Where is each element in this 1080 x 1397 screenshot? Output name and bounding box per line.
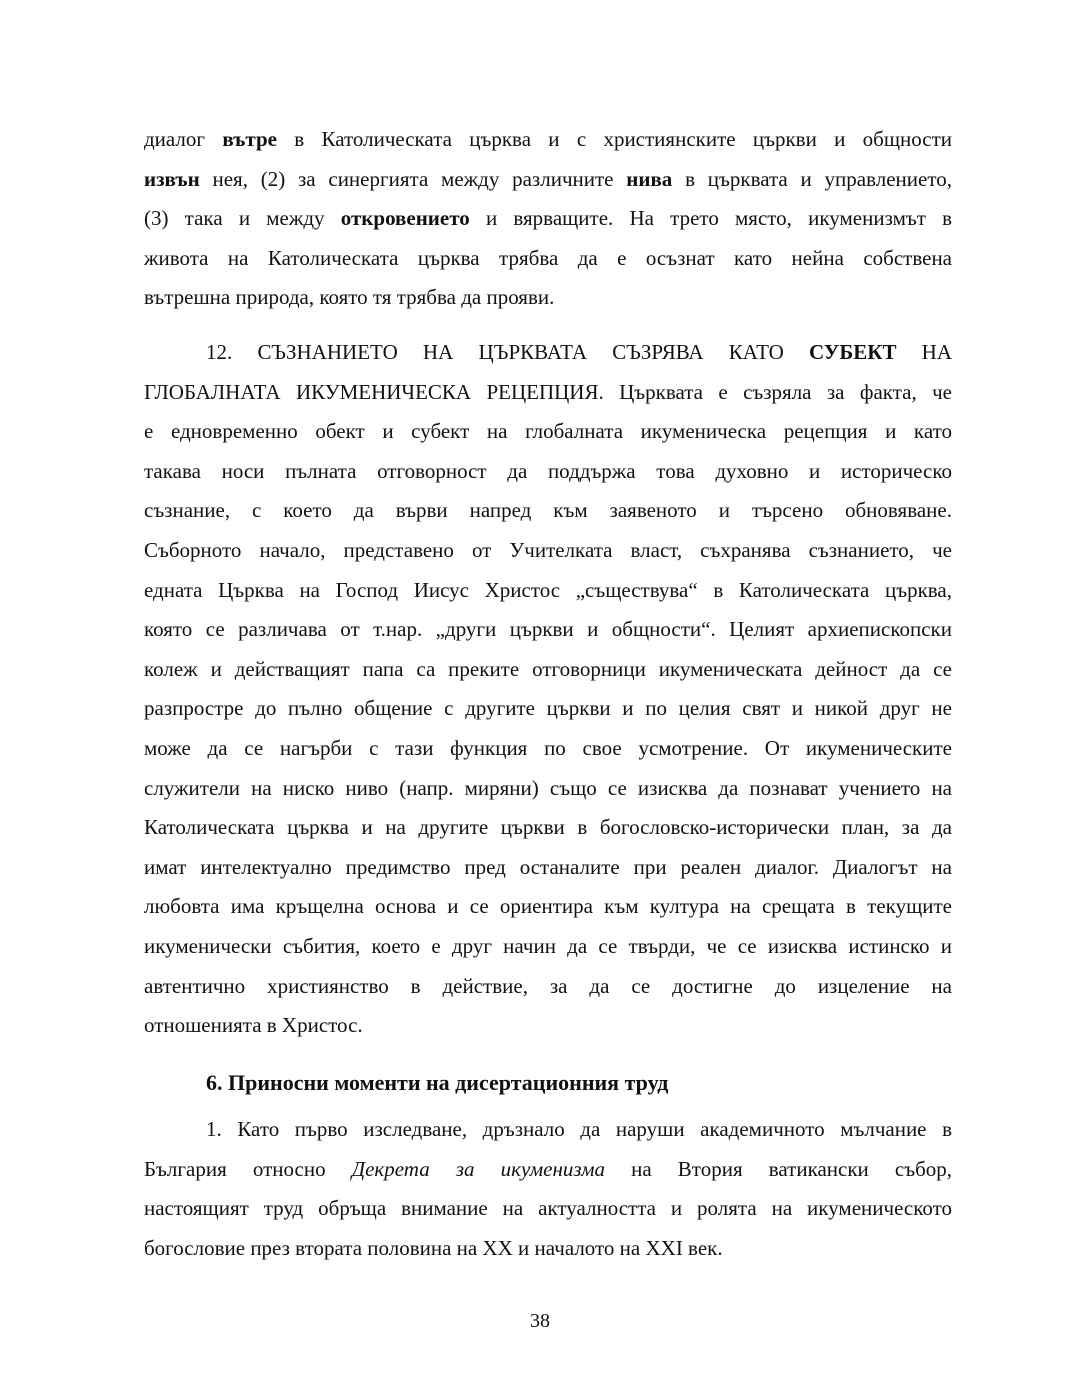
text-line: автентично християнство в действие, за да се достигне до изцеление на [144,973,952,998]
text-line: 1. Като първо изследване, дръзнало да наруши академичното мълчание в [206,1117,952,1141]
text-line: (3) така и между откровението и вярващите. На трето място, икуменизмът в [144,206,952,231]
text-line: отношенията в Христос. [144,1013,363,1038]
paragraph-3 [144,1110,952,1268]
text-line: настоящият труд обръща внимание на актуалността и ролята на икуменическото [144,1196,952,1221]
text-line: Католическата църква и на другите църкви в богословско-исторически план, за да [144,815,952,840]
text-line: ГЛОБАЛНАТА ИКУМЕНИЧЕСКА РЕЦЕПЦИЯ. Църквата е съзряла за факта, че [144,379,952,404]
text-line: е едновременно обект и субект на глобалната икуменическа рецепция и като [144,419,952,444]
text-line: 12. СЪЗНАНИЕТО НА ЦЪРКВАТА СЪЗРЯВА КАТО СУБЕКТ НА [206,340,952,364]
text-line: любовта има кръщелна основа и се ориентира към култура на срещата в текущите [144,894,952,919]
section-heading: 6. Приносни моменти на дисертационния труд [206,1070,669,1095]
text-line: Съборното начало, представено от Учителката власт, съхранява съзнанието, че [144,537,952,562]
text-line: разпростре до пълно общение с другите църкви и по целия свят и никой друг не [144,696,952,721]
page-number: 38 [530,1310,550,1332]
text-line: диалог вътре в Католическата църква и с християнските църкви и общности [144,127,952,151]
text-line: извън нея, (2) за синергията между различните нива в църквата и управлението, [144,166,952,191]
text-line: живота на Католическата църква трябва да е осъзнат като нейна собствена [144,245,952,270]
text-line: съзнание, с което да върви напред към заявеното и търсено обновяване. [144,498,952,523]
text-line: вътрешна природа, която тя трябва да прояви. [144,285,555,310]
text-line: такава носи пълната отговорност да поддържа това духовно и историческо [144,458,952,483]
text-line: едната Църква на Господ Иисус Христос „съществува“ в Католическата църква, [144,577,952,602]
text-line: може да се нагърби с тази функция по свое усмотрение. От икуменическите [144,735,952,760]
paragraph-1 [144,120,952,318]
text-line: България относно Декрета за икуменизма на Втория ватикански събор, [144,1156,953,1181]
text-line: богословие през втората половина на XX и началото на XXI век. [144,1235,723,1260]
paragraph-2 [144,333,952,1046]
text-line: служители на ниско ниво (напр. миряни) също се изисква да познават учението на [144,775,952,800]
text-line: имат интелектуално предимство пред останалите при реален диалог. Диалогът на [144,854,952,879]
text-line: колеж и действащият папа са преките отговорници икуменическата дейност да се [144,656,952,681]
text-line: икуменически събития, което е друг начин да се твърди, че се изисква истинско и [144,933,952,958]
text-line: която се различава от т.нар. „други църкви и общности“. Целият архиепископски [144,617,952,642]
